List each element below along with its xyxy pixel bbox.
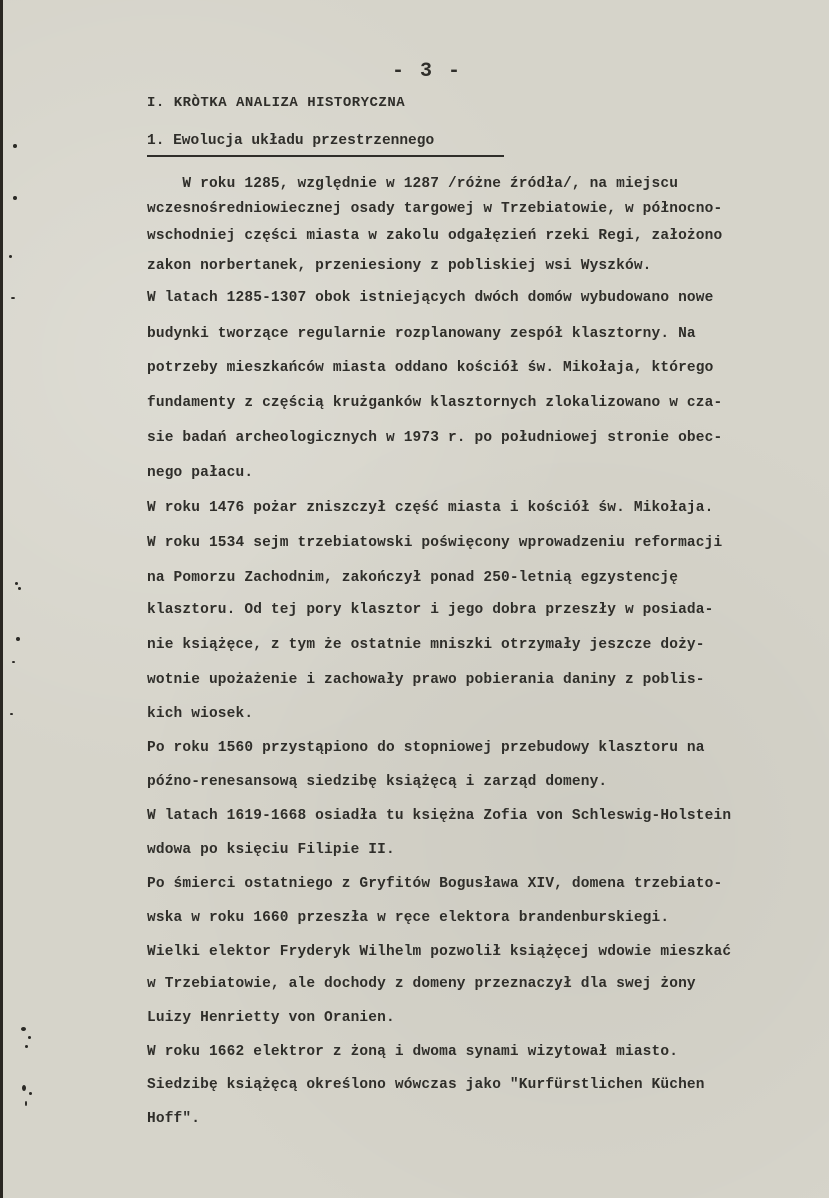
text-line: Wielki elektor Fryderyk Wilhelm pozwolił książęcej wdowie mieszkać <box>147 944 732 960</box>
subsection-heading: 1. Ewolucja układu przestrzennego <box>147 133 435 149</box>
text-line: wschodniej części miasta w zakolu odgałęzień rzeki Regi, założono <box>147 228 723 244</box>
text-line: Po roku 1560 przystąpiono do stopniowej przebudowy klasztoru na <box>147 740 705 756</box>
margin-dot <box>25 1101 27 1106</box>
text-line: budynki tworzące regularnie rozplanowany zespół klasztorny. Na <box>147 326 696 342</box>
text-line: Po śmierci ostatniego z Gryfitów Bogusława XIV, domena trzebiato- <box>147 876 723 892</box>
text-line: klasztoru. Od tej pory klasztor i jego dobra przeszły w posiada- <box>147 602 714 618</box>
text-line: potrzeby mieszkańców miasta oddano kościół św. Mikołaja, którego <box>147 360 714 376</box>
text-line: sie badań archeologicznych w 1973 r. po południowej stronie obec- <box>147 430 723 446</box>
text-line: W latach 1619-1668 osiadła tu księżna Zofia von Schleswig-Holstein <box>147 808 732 824</box>
margin-dot <box>16 637 20 641</box>
text-line: fundamenty z częścią krużganków klasztornych zlokalizowano w cza- <box>147 395 723 411</box>
margin-dot <box>21 1027 26 1031</box>
text-line: późno-renesansową siedzibę książęcą i zarząd domeny. <box>147 774 608 790</box>
section-heading: I. KRÒTKA ANALIZA HISTORYCZNA <box>147 95 406 111</box>
margin-dot <box>25 1045 28 1048</box>
text-line: Luizy Henrietty von Oranien. <box>147 1010 395 1026</box>
text-line: kich wiosek. <box>147 706 254 722</box>
text-line: w Trzebiatowie, ale dochody z domeny przeznaczył dla swej żony <box>147 976 696 992</box>
text-line: wdowa po księciu Filipie II. <box>147 842 395 858</box>
subheading-underline <box>147 155 504 157</box>
margin-dot <box>15 582 18 585</box>
text-line: W roku 1534 sejm trzebiatowski poświęcony wprowadzeniu reformacji <box>147 535 723 551</box>
margin-dot <box>9 255 12 258</box>
text-line: wska w roku 1660 przeszła w ręce elektora brandenburskiegi. <box>147 910 670 926</box>
margin-dot <box>28 1036 31 1039</box>
text-line: W roku 1662 elektror z żoną i dwoma synami wizytował miasto. <box>147 1044 679 1060</box>
page-left-edge <box>0 0 3 1198</box>
margin-dot <box>18 587 21 590</box>
margin-dot <box>11 297 15 299</box>
text-line: nie książęce, z tym że ostatnie mniszki otrzymały jeszcze doży- <box>147 637 705 653</box>
text-line: na Pomorzu Zachodnim, zakończył ponad 250-letnią egzystencję <box>147 570 679 586</box>
text-line: W roku 1285, względnie w 1287 /różne źródła/, na miejscu <box>147 176 679 192</box>
margin-dot <box>12 661 15 663</box>
text-line: nego pałacu. <box>147 465 254 481</box>
text-line: wczesnośredniowiecznej osady targowej w Trzebiatowie, w północno- <box>147 201 723 217</box>
text-line: Siedzibę książęcą określono wówczas jako "Kurfürstlichen Küchen <box>147 1077 705 1093</box>
text-line: W roku 1476 pożar zniszczył część miasta i kościół św. Mikołaja. <box>147 500 714 516</box>
text-line: W latach 1285-1307 obok istniejących dwóch domów wybudowano nowe <box>147 290 714 306</box>
margin-dot <box>13 144 17 148</box>
page-number: - 3 - <box>392 60 463 83</box>
margin-dot <box>29 1092 32 1095</box>
margin-dot <box>10 713 13 715</box>
text-line: wotnie upożażenie i zachowały prawo pobierania daniny z poblis- <box>147 672 705 688</box>
text-line: Hoff". <box>147 1111 201 1127</box>
text-line: zakon norbertanek, przeniesiony z pobliskiej wsi Wyszków. <box>147 258 652 274</box>
margin-dot <box>13 196 17 200</box>
margin-dot <box>22 1085 26 1091</box>
